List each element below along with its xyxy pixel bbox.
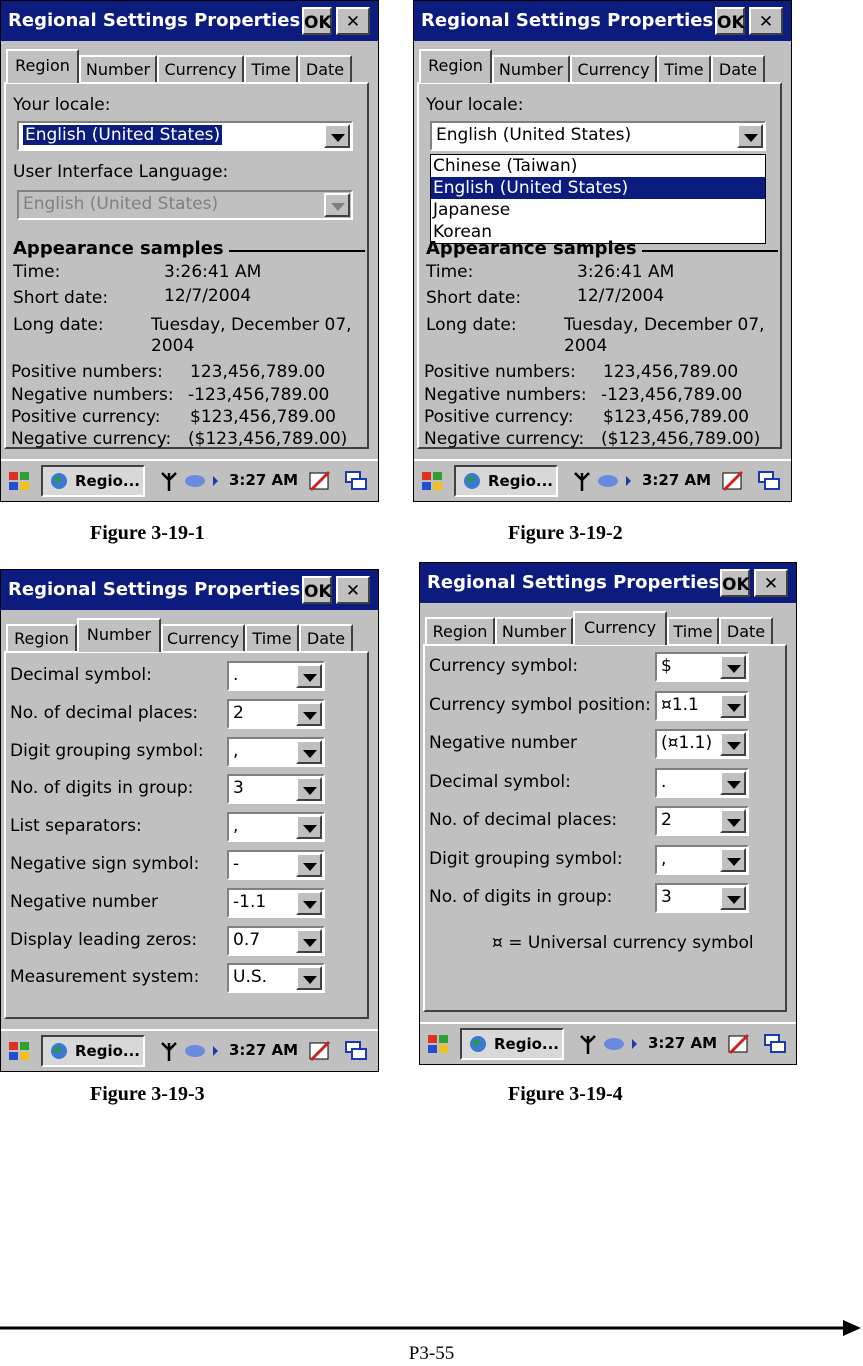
select-value: (¤1.1) — [661, 733, 713, 753]
windows-switch-icon[interactable] — [762, 1031, 788, 1057]
select-value: $ — [661, 656, 672, 676]
field-label: No. of decimal places: — [10, 702, 199, 723]
appearance-samples-heading: Appearance samples — [13, 238, 224, 259]
universal-currency-note: ¤ = Universal currency symbol — [492, 933, 754, 953]
antenna-icon — [158, 469, 180, 493]
tab-number[interactable]: Number — [79, 55, 157, 83]
tab-time[interactable]: Time — [245, 624, 299, 652]
taskbar — [1, 1029, 378, 1071]
time-label: Time: — [13, 262, 61, 282]
taskbar-app-label: Regio... — [494, 1035, 560, 1053]
select-value: . — [233, 665, 239, 685]
appearance-samples-heading: Appearance samples — [426, 238, 637, 259]
short-date-value: 12/7/2004 — [164, 286, 252, 306]
select-value: ¤1.1 — [661, 694, 699, 715]
tab-strip — [425, 611, 796, 645]
ok-button[interactable]: OK — [302, 7, 332, 35]
chevron-down-icon[interactable] — [720, 655, 746, 679]
positive-currency-label: Positive currency: — [11, 407, 161, 427]
locale-select[interactable] — [430, 121, 766, 151]
arrow-right-icon — [0, 1316, 863, 1340]
close-button[interactable]: ✕ — [336, 7, 370, 35]
field-label: Decimal symbol: — [429, 771, 571, 792]
tab-region[interactable]: Region — [419, 49, 492, 83]
negative-currency-value: ($123,456,789.00) — [188, 429, 348, 449]
positive-numbers-value: 123,456,789.00 — [190, 362, 326, 382]
ok-button[interactable]: OK — [302, 576, 332, 604]
window-title: Regional Settings Properties — [8, 10, 301, 31]
locale-dropdown-list[interactable] — [430, 154, 766, 244]
time-value: 3:26:41 AM — [164, 262, 262, 282]
select-value: - — [233, 854, 240, 874]
ui-language-value: English (United States) — [23, 194, 219, 214]
tab-strip — [419, 49, 791, 83]
taskbar-app-button[interactable] — [454, 465, 558, 497]
input-panel-icon[interactable] — [307, 1038, 333, 1064]
chevron-down-icon[interactable] — [296, 966, 322, 990]
title-bar — [1, 570, 378, 610]
short-date-label: Short date: — [13, 288, 109, 308]
taskbar-app-label: Regio... — [488, 472, 554, 490]
taskbar — [1, 459, 378, 501]
list-item[interactable]: Chinese (Taiwan) — [433, 156, 578, 176]
negative-numbers-value: -123,456,789.00 — [601, 385, 743, 405]
chevron-down-icon[interactable] — [296, 891, 322, 915]
chevron-down-icon[interactable] — [720, 732, 746, 756]
select-field[interactable] — [227, 888, 325, 918]
globe-icon — [462, 471, 482, 491]
positive-numbers-value: 123,456,789.00 — [603, 362, 739, 382]
list-item[interactable]: Korean — [433, 222, 492, 242]
close-button[interactable]: ✕ — [754, 569, 788, 597]
select-field[interactable] — [655, 729, 749, 759]
select-field[interactable] — [655, 768, 749, 798]
select-value: 3 — [661, 887, 672, 907]
locale-label: Your locale: — [426, 95, 524, 115]
globe-icon — [49, 1041, 69, 1061]
title-bar — [414, 1, 791, 41]
chevron-down-icon[interactable] — [296, 777, 322, 801]
windows-switch-icon[interactable] — [756, 468, 782, 494]
clock[interactable]: 3:27 AM — [642, 471, 712, 489]
taskbar-app-label: Regio... — [75, 472, 141, 490]
clock[interactable]: 3:27 AM — [229, 1041, 299, 1059]
long-date-label: Long date: — [13, 315, 104, 335]
tab-number[interactable]: Number — [495, 617, 573, 645]
locale-label: Your locale: — [13, 95, 111, 115]
select-field[interactable] — [655, 806, 749, 836]
chevron-down-icon[interactable] — [296, 664, 322, 688]
page-number: P3-55 — [408, 1343, 455, 1364]
select-field[interactable] — [227, 812, 325, 842]
chevron-down-icon[interactable] — [296, 929, 322, 953]
chevron-down-icon[interactable] — [720, 694, 746, 718]
long-date-label: Long date: — [426, 315, 517, 335]
clock[interactable]: 3:27 AM — [648, 1034, 718, 1052]
negative-numbers-label: Negative numbers: — [11, 385, 174, 405]
tab-region[interactable]: Region — [425, 617, 495, 645]
field-label: List separators: — [10, 816, 142, 837]
input-panel-icon[interactable] — [307, 468, 333, 494]
negative-numbers-value: -123,456,789.00 — [188, 385, 330, 405]
chevron-down-icon[interactable] — [296, 702, 322, 726]
taskbar-app-button[interactable] — [460, 1028, 564, 1060]
tab-number[interactable]: Number — [77, 618, 161, 652]
chevron-down-icon[interactable] — [324, 124, 350, 148]
tab-currency[interactable]: Currency — [573, 611, 667, 645]
negative-currency-value: ($123,456,789.00) — [601, 429, 761, 449]
chevron-down-icon[interactable] — [296, 853, 322, 877]
field-label: No. of digits in group: — [10, 778, 194, 799]
clock[interactable]: 3:27 AM — [229, 471, 299, 489]
screen-figure-1 — [0, 0, 379, 502]
list-item[interactable]: Japanese — [433, 200, 511, 220]
positive-currency-value: $123,456,789.00 — [190, 407, 337, 427]
select-value: , — [233, 740, 239, 761]
select-field[interactable] — [655, 845, 749, 875]
select-value: 3 — [233, 778, 244, 799]
field-label: Negative number — [10, 891, 159, 912]
chevron-down-icon[interactable] — [720, 809, 746, 833]
close-button[interactable]: ✕ — [749, 7, 783, 35]
locale-select[interactable] — [17, 121, 353, 151]
tab-strip — [6, 49, 378, 83]
select-field[interactable] — [227, 774, 325, 804]
field-label: Digit grouping symbol: — [429, 848, 623, 869]
screen-figure-3 — [0, 569, 379, 1072]
windows-start-icon[interactable] — [426, 1032, 450, 1056]
chevron-down-icon[interactable] — [720, 886, 746, 910]
select-value: , — [233, 816, 239, 837]
figure-caption: Figure 3-19-3 — [90, 1083, 205, 1105]
chevron-down-icon — [324, 193, 350, 217]
long-date-value: Tuesday, December 07, — [564, 315, 765, 335]
ok-button[interactable]: OK — [715, 7, 745, 35]
tab-date[interactable]: Date — [299, 624, 353, 652]
select-field[interactable] — [227, 737, 325, 767]
screen-figure-4 — [419, 562, 797, 1065]
select-value: U.S. — [233, 967, 268, 988]
negative-currency-label: Negative currency: — [424, 429, 585, 449]
long-date-value: Tuesday, December 07, — [151, 315, 352, 335]
field-label: No. of digits in group: — [429, 887, 613, 907]
negative-numbers-label: Negative numbers: — [424, 385, 587, 405]
tab-time[interactable]: Time — [244, 55, 298, 83]
input-panel-icon[interactable] — [726, 1031, 752, 1057]
tab-currency[interactable]: Currency — [157, 55, 244, 83]
title-bar — [420, 563, 796, 603]
taskbar-app-label: Regio... — [75, 1042, 141, 1060]
select-field[interactable] — [227, 661, 325, 691]
select-value: 0.7 — [233, 929, 261, 950]
windows-switch-icon[interactable] — [343, 1038, 369, 1064]
globe-icon — [468, 1034, 488, 1054]
short-date-value: 12/7/2004 — [577, 286, 665, 306]
tab-currency[interactable]: Currency — [161, 624, 245, 652]
taskbar — [420, 1022, 796, 1064]
select-field[interactable] — [655, 883, 749, 913]
ui-language-label: User Interface Language: — [13, 162, 229, 182]
network-icon[interactable] — [596, 470, 632, 492]
tab-strip — [6, 618, 378, 652]
divider — [229, 250, 365, 252]
field-label: Negative number — [429, 733, 578, 753]
divider — [642, 250, 778, 252]
figure-caption: Figure 3-19-1 — [90, 522, 205, 544]
antenna-icon — [577, 1032, 599, 1056]
network-icon[interactable] — [183, 1040, 219, 1062]
network-icon[interactable] — [183, 470, 219, 492]
antenna-icon — [158, 1039, 180, 1063]
globe-icon — [49, 471, 69, 491]
field-label: Negative sign symbol: — [10, 854, 200, 874]
time-value: 3:26:41 AM — [577, 262, 675, 282]
taskbar — [414, 459, 791, 501]
select-field[interactable] — [227, 699, 325, 729]
tab-date[interactable]: Date — [298, 55, 352, 83]
screen-figure-2 — [413, 0, 792, 502]
select-field[interactable] — [227, 850, 325, 880]
close-button[interactable]: ✕ — [336, 576, 370, 604]
tab-time[interactable]: Time — [657, 55, 711, 83]
positive-numbers-label: Positive numbers: — [424, 362, 576, 382]
long-date-value-line2: 2004 — [564, 336, 608, 356]
tab-date[interactable]: Date — [719, 617, 773, 645]
select-value: 2 — [233, 702, 244, 723]
input-panel-icon[interactable] — [720, 468, 746, 494]
windows-switch-icon[interactable] — [343, 468, 369, 494]
select-field[interactable] — [655, 652, 749, 682]
field-label: No. of decimal places: — [429, 810, 618, 830]
short-date-label: Short date: — [426, 288, 522, 308]
select-field[interactable] — [227, 963, 325, 993]
positive-currency-label: Positive currency: — [424, 407, 574, 427]
chevron-down-icon[interactable] — [720, 771, 746, 795]
long-date-value-line2: 2004 — [151, 336, 195, 356]
tab-region[interactable]: Region — [6, 49, 79, 83]
chevron-down-icon[interactable] — [737, 124, 763, 148]
field-label: Currency symbol position: — [429, 694, 651, 715]
select-value: 2 — [661, 810, 672, 830]
tab-region[interactable]: Region — [6, 624, 77, 652]
window-title: Regional Settings Properties — [427, 572, 720, 593]
tab-number[interactable]: Number — [492, 55, 570, 83]
windows-start-icon[interactable] — [420, 469, 444, 493]
windows-start-icon[interactable] — [7, 469, 31, 493]
window-title: Regional Settings Properties — [8, 579, 301, 600]
negative-currency-label: Negative currency: — [11, 429, 172, 449]
time-label: Time: — [426, 262, 474, 282]
list-item[interactable]: English (United States) — [431, 177, 765, 199]
field-label: Currency symbol: — [429, 656, 579, 676]
antenna-icon — [571, 469, 593, 493]
select-field[interactable] — [655, 691, 749, 721]
select-value: , — [661, 848, 667, 869]
field-label: Decimal symbol: — [10, 665, 152, 685]
chevron-down-icon[interactable] — [720, 848, 746, 872]
field-label: Measurement system: — [10, 967, 200, 988]
locale-value: English (United States) — [436, 125, 632, 145]
windows-start-icon[interactable] — [7, 1039, 31, 1063]
figure-caption: Figure 3-19-2 — [508, 522, 623, 544]
network-icon[interactable] — [602, 1033, 638, 1055]
locale-value: English (United States) — [25, 125, 221, 145]
select-value: -1.1 — [233, 891, 267, 912]
chevron-down-icon[interactable] — [296, 815, 322, 839]
title-bar — [1, 1, 378, 41]
select-field[interactable] — [227, 926, 325, 956]
positive-numbers-label: Positive numbers: — [11, 362, 163, 382]
figure-caption: Figure 3-19-4 — [508, 1083, 623, 1105]
chevron-down-icon[interactable] — [296, 740, 322, 764]
tab-currency[interactable]: Currency — [570, 55, 657, 83]
taskbar-app-button[interactable] — [41, 465, 145, 497]
select-value: . — [661, 771, 667, 792]
field-label: Display leading zeros: — [10, 929, 198, 950]
tab-date[interactable]: Date — [711, 55, 765, 83]
field-label: Digit grouping symbol: — [10, 740, 204, 761]
ui-language-select — [17, 190, 353, 220]
window-title: Regional Settings Properties — [421, 10, 714, 31]
positive-currency-value: $123,456,789.00 — [603, 407, 750, 427]
ok-button[interactable]: OK — [720, 569, 750, 597]
tab-time[interactable]: Time — [667, 617, 719, 645]
taskbar-app-button[interactable] — [41, 1035, 145, 1067]
